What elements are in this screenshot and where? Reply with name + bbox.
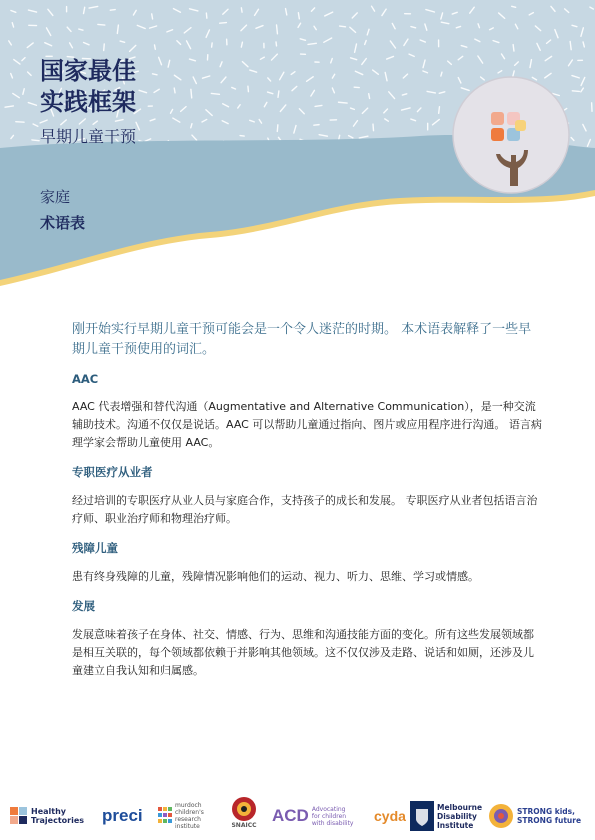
pattern-dash — [220, 23, 227, 24]
snaicc-mark — [222, 796, 266, 822]
title-line-1: 国家最佳 — [40, 57, 136, 85]
pattern-dash — [212, 43, 213, 47]
logo-cyda: cyda — [374, 808, 406, 824]
pattern-dash — [154, 45, 155, 49]
pattern-dash — [314, 125, 319, 126]
glossary-list — [72, 372, 542, 692]
pattern-dash — [110, 10, 115, 11]
pattern-dash — [152, 14, 153, 19]
pattern-dash — [241, 8, 242, 12]
murdoch-mark — [158, 805, 172, 827]
pattern-dash — [98, 24, 105, 25]
term-definition-aac: AAC 代表增强和替代沟通（Augmentative and Alternative Communication），是一种交流辅助技术。沟通不仅仅是说话。AAC 可以帮助儿童通过指向、图片或应用程序进行沟通。 语言病理学家会帮助儿童使用 AAC。 — [72, 400, 542, 449]
pattern-dash — [277, 25, 278, 34]
logo-murdoch: murdoch children's research institute — [158, 796, 204, 836]
term-heading-development: 发展 — [72, 599, 95, 613]
pattern-dash — [298, 13, 299, 19]
pattern-dash — [278, 91, 279, 97]
pattern-dash — [16, 122, 24, 123]
pattern-dash — [572, 91, 579, 92]
term-heading-aac: AAC — [72, 372, 99, 386]
pattern-dash — [513, 45, 514, 52]
partner-logos — [10, 796, 585, 836]
header-background — [0, 0, 595, 300]
pattern-dash — [369, 94, 370, 99]
term-definition-disability: 患有终身残障的儿童，残障情况影响他们的运动、视力、听力、思维、学习或情感。 — [72, 570, 479, 583]
pattern-dash — [152, 74, 157, 75]
pattern-dash — [277, 125, 278, 132]
healthy-trajectories-mark — [10, 805, 28, 827]
pattern-dash — [248, 86, 249, 91]
term-heading-allied-health: 专职医疗从业者 — [72, 465, 153, 479]
pattern-dash — [439, 107, 440, 114]
pattern-dash — [32, 140, 39, 141]
logo-acd: ACD Advocating for children with disability — [272, 805, 354, 827]
logo-melbourne: Melbourne Disability Institute — [410, 796, 482, 836]
pattern-dash — [104, 44, 105, 51]
logo-healthy-trajectories: Healthy Trajectories — [10, 796, 84, 836]
term-definition-allied-health: 经过培训的专职医疗从业人员与家庭合作，支持孩子的成长和发展。 专职医疗从业者包括语言治疗师、职业治疗师和物理治疗师。 — [72, 494, 538, 525]
pattern-dash — [191, 89, 192, 98]
intro-paragraph: 刚开始实行早期儿童干预可能会是一个令人迷茫的时期。 本术语表解释了一些早期儿童干预使用的词汇。 — [72, 322, 532, 357]
page-subtitle: 早期儿童干预 — [40, 127, 137, 146]
section-label: 家庭 — [40, 188, 71, 206]
logo-snaicc: SNAICC — [222, 796, 266, 836]
logo-preci: preci — [102, 806, 143, 825]
page-title — [40, 56, 136, 118]
term-definition-development: 发展意味着孩子在身体、社交、情感、行为、思维和沟通技能方面的变化。所有这些发展领域都是相互关联的，每个领域都依赖于并影响其他领域。这不仅仅涉及走路、说话和如厕，还涉及儿童建立自我认知和归属感。 — [72, 628, 534, 677]
pattern-dash — [276, 42, 277, 46]
section-name: 术语表 — [40, 214, 86, 232]
term-heading-disability: 残障儿童 — [72, 541, 118, 555]
pattern-dash — [338, 102, 347, 103]
pattern-dash — [373, 124, 374, 131]
pattern-dash — [174, 88, 175, 93]
melbourne-shield-icon — [410, 801, 434, 831]
strong-kids-mark — [488, 803, 514, 829]
header-banner — [0, 0, 595, 300]
title-line-2: 实践框架 — [40, 88, 136, 116]
pattern-dash — [211, 93, 219, 94]
logo-strong-kids: STRONG kids, STRONG future — [488, 796, 581, 836]
pattern-dash — [340, 26, 346, 27]
